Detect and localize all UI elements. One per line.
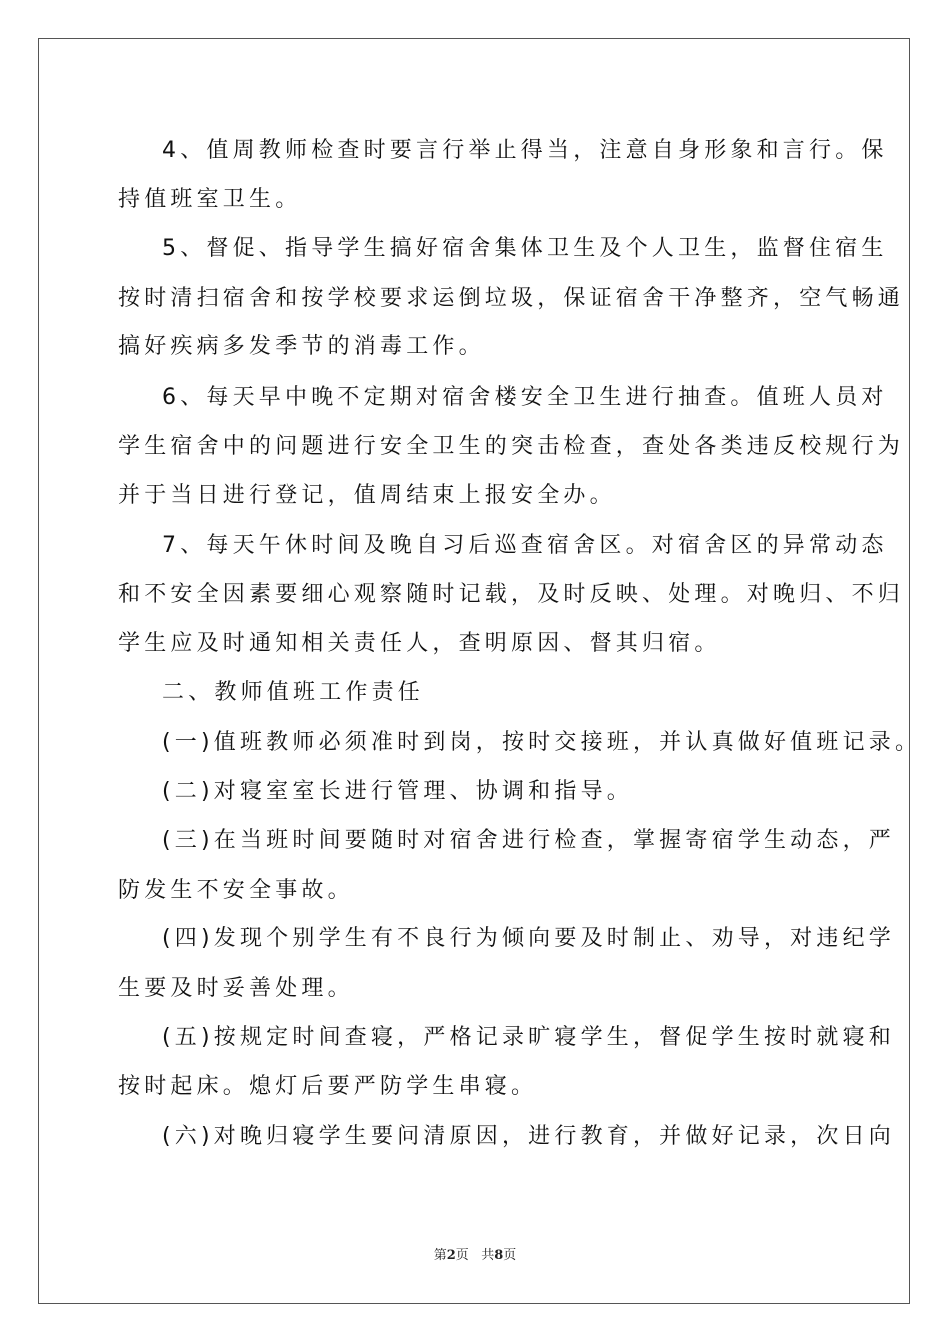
- paragraph-line: 并于当日进行登记，值周结束上报安全办。: [118, 483, 616, 508]
- paragraph-line: (二)对寝室室长进行管理、协调和指导。: [162, 779, 633, 804]
- paragraph-line: 6、每天早中晚不定期对宿舍楼安全卫生进行抽查。值班人员对: [162, 385, 888, 410]
- footer-total-prefix: 共: [481, 1248, 495, 1263]
- paragraph-line: 学生宿舍中的问题进行安全卫生的突击检查，查处各类违反校规行为: [118, 434, 905, 459]
- paragraph-line: (四)发现个别学生有不良行为倾向要及时制止、劝导，对违纪学: [162, 926, 895, 951]
- page-footer: [0, 1244, 950, 1263]
- footer-page-word: 页: [455, 1248, 469, 1263]
- footer-total-pages: 8: [494, 1248, 504, 1263]
- paragraph-line: (三)在当班时间要随时对宿舍进行检查，掌握寄宿学生动态，严: [162, 828, 895, 853]
- footer-prefix: 第: [433, 1248, 447, 1263]
- paragraph-line: (五)按规定时间查寝，严格记录旷寝学生，督促学生按时就寝和: [162, 1025, 895, 1050]
- paragraph-line: 按时起床。熄灯后要严防学生串寝。: [118, 1074, 538, 1099]
- paragraph-line: 持值班室卫生。: [118, 187, 302, 212]
- footer-total-suffix: 页: [503, 1248, 517, 1263]
- paragraph-line: 7、每天午休时间及晚自习后巡查宿舍区。对宿舍区的异常动态: [162, 533, 888, 558]
- paragraph-line: 搞好疾病多发季节的消毒工作。: [118, 334, 485, 359]
- paragraph-line: (六)对晚归寝学生要问清原因，进行教育，并做好记录，次日向: [162, 1124, 895, 1149]
- footer-current-page: 2: [446, 1248, 456, 1263]
- paragraph-line: 4、值周教师检查时要言行举止得当，注意自身形象和言行。保: [162, 138, 888, 163]
- paragraph-line: 和不安全因素要细心观察随时记载，及时反映、处理。对晚归、不归: [118, 582, 905, 607]
- page-border: [38, 38, 910, 1304]
- paragraph-line: 生要及时妥善处理。: [118, 976, 354, 1001]
- section-heading: 二、教师值班工作责任: [162, 680, 425, 705]
- paragraph-line: 按时清扫宿舍和按学校要求运倒垃圾，保证宿舍干净整齐，空气畅通: [118, 286, 905, 311]
- paragraph-line: 5、督促、指导学生搞好宿舍集体卫生及个人卫生，监督住宿生: [162, 236, 888, 261]
- paragraph-line: 防发生不安全事故。: [118, 878, 354, 903]
- paragraph-line: (一)值班教师必须准时到岗，按时交接班，并认真做好值班记录。: [162, 730, 922, 755]
- paragraph-line: 学生应及时通知相关责任人，查明原因、督其归宿。: [118, 631, 721, 656]
